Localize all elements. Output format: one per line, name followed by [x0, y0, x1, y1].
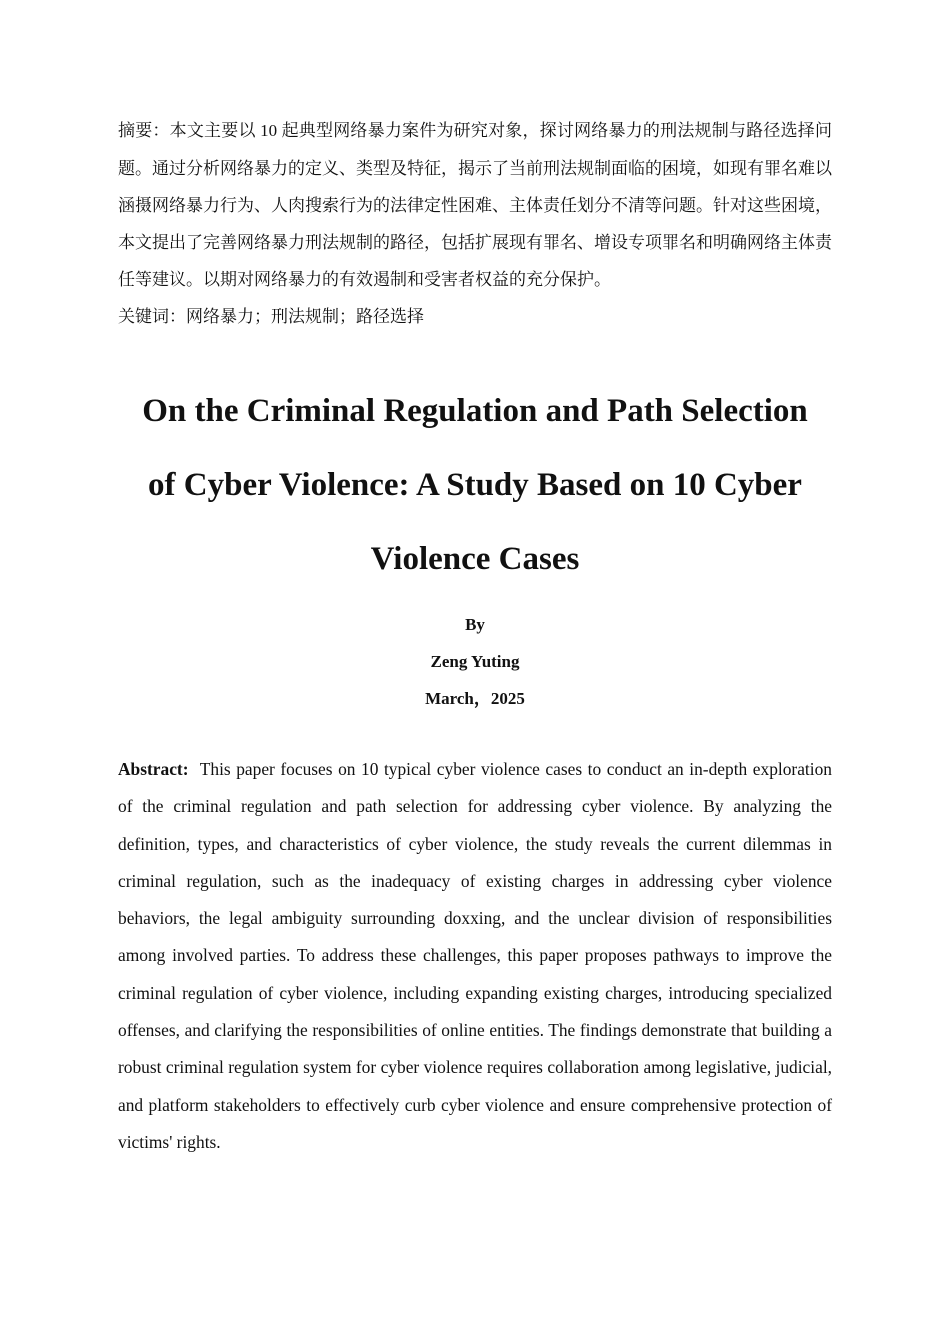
chinese-keywords-label: 关键词：: [118, 307, 186, 327]
chinese-keywords: [118, 298, 832, 336]
publication-date: March，2025: [425, 689, 525, 708]
chinese-keywords-text: 网络暴力；刑法规制；路径选择: [186, 307, 424, 326]
english-abstract-label: Abstract:: [118, 759, 189, 779]
chinese-abstract-label: 摘要：: [118, 121, 170, 141]
paper-title-line-2: of Cyber Violence: A Study Based on 10 Cyber: [148, 467, 802, 503]
byline-by: By: [465, 615, 485, 634]
byline: [118, 606, 832, 717]
paper-title: [118, 374, 832, 596]
english-abstract-text: This paper focuses on 10 typical cyber violence cases to conduct an in-depth exploration of the criminal regulation and path selection for addressing cyber violence. By analyzing the definition, types, and characteristics of cyber violence, the study reveals the current dilemmas in criminal regulation, such as the inadequacy of existing charges in addressing cyber violence behaviors, the legal ambiguity surrounding doxxing, and the unclear division of responsibilities among involved parties. To address these challenges, this paper proposes pathways to improve the criminal regulation of cyber violence, including expanding existing charges, introducing specialized offenses, and clarifying the responsibilities of online entities. The findings demonstrate that building a robust criminal regulation system for cyber violence requires collaboration among legislative, judicial, and platform stakeholders to effectively curb cyber violence and ensure comprehensive protection of victims' rights.: [118, 759, 832, 1152]
english-abstract: [118, 751, 832, 1161]
chinese-abstract-text: 本文主要以 10 起典型网络暴力案件为研究对象，探讨网络暴力的刑法规制与路径选择问题。通过分析网络暴力的定义、类型及特征，揭示了当前刑法规制面临的困境，如现有罪名难以涵摄网络暴力行为、人肉搜索行为的法律定性困难、主体责任划分不清等问题。针对这些困境，本文提出了完善网络暴力刑法规制的路径，包括扩展现有罪名、增设专项罪名和明确网络主体责任等建议。以期对网络暴力的有效遏制和受害者权益的充分保护。: [118, 121, 833, 289]
chinese-abstract: [118, 112, 832, 298]
paper-title-line-1: On the Criminal Regulation and Path Selection: [142, 393, 808, 429]
paper-title-line-3: Violence Cases: [370, 541, 580, 577]
paper-page: [118, 112, 832, 1161]
author-name: Zeng Yuting: [430, 652, 520, 671]
